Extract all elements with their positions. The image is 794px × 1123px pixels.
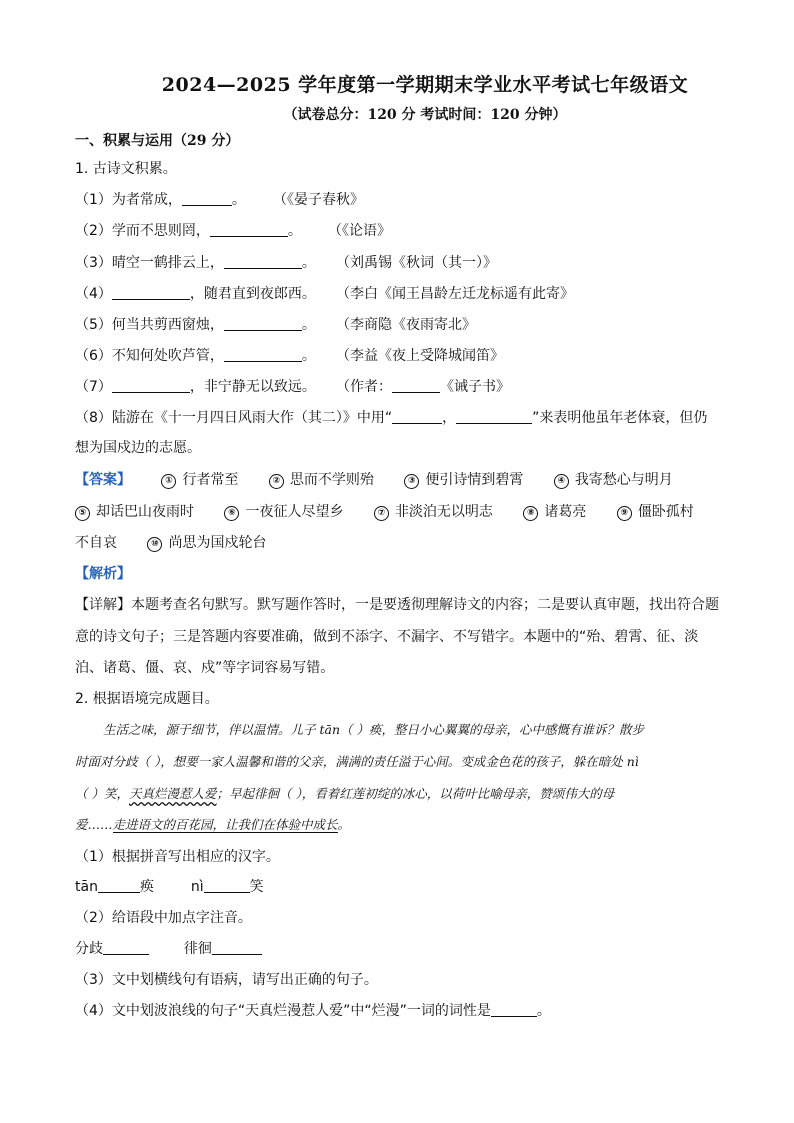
q1-item-1: （1）为者常成， 。 bbox=[75, 192, 246, 208]
answer-blank[interactable] bbox=[392, 409, 442, 424]
answer-row-1 bbox=[75, 470, 673, 490]
q1-item-6: （6）不知何处吹芦管， 。 bbox=[75, 348, 316, 364]
q1-item-3-source: （刘禹锡《秋词（其一）》 bbox=[336, 255, 497, 271]
answer-blank[interactable] bbox=[98, 878, 140, 893]
q1-item-8: （8）陆游在《十一月四日风雨大作（其二）》中用“ ， ”来表明他虽年老体衰，但仍 bbox=[75, 410, 708, 426]
page-title bbox=[0, 70, 794, 97]
answer-item: ⑤ 却话巴山夜雨时 bbox=[75, 504, 194, 520]
passage-line-2: 时面对分歧（ ），想要一家人温馨和谐的父亲，满满的责任溢于心间。变成金色花的孩子，躲在暗处 nì bbox=[75, 754, 639, 769]
answer-blank[interactable] bbox=[204, 878, 250, 893]
answer-item: ⑦ 非淡泊无以明志 bbox=[374, 504, 493, 520]
answer-blank[interactable] bbox=[224, 347, 302, 362]
answer-item: ⑧ 诸葛亮 bbox=[523, 504, 586, 520]
passage-line-1: 生活之味，源于细节，伴以温情。儿子 tān（ ）痪，整日小心翼翼的母亲，心中感慨有谁诉？散步 bbox=[103, 722, 644, 737]
detail-line-3: 泊、诸葛、僵、哀、戍”等字词容易写错。 bbox=[75, 660, 335, 676]
q1-item-8-cont: 想为国戍边的志愿。 bbox=[75, 440, 201, 456]
q2-sub-4: （4）文中划波浪线的句子“天真烂漫惹人爱”中“烂漫”一词的词性是 。 bbox=[75, 1003, 551, 1019]
answer-row-3 bbox=[75, 533, 266, 553]
underlined-sentence: 走进语文的百花园，让我们在体验中成长 bbox=[112, 817, 338, 832]
q2-sub-3: （3）文中划横线句有语病，请写出正确的句子。 bbox=[75, 972, 378, 988]
wavy-underlined-sentence: 天真烂漫惹人爱 bbox=[128, 786, 217, 801]
q1-item-7-source: （作者： 《诫子书》 bbox=[336, 379, 510, 395]
answer-item: ⑨ 僵卧孤村 bbox=[617, 504, 694, 520]
answer-blank[interactable] bbox=[392, 378, 440, 393]
subtitle-text: （试卷总分：120 分 考试时间：120 分钟） bbox=[283, 107, 567, 123]
detail-line-1: 【详解】本题考查名句默写。默写题作答时，一是要透彻理解诗文的内容；二是要认真审题，找出符合题 bbox=[75, 597, 719, 613]
q1-item-6-source: （李益《夜上受降城闻笛》 bbox=[336, 348, 504, 364]
answer-row-2 bbox=[75, 502, 694, 522]
answer-label: 【答案】 bbox=[75, 472, 131, 488]
answer-item: ⑩ 尚思为国戍轮台 bbox=[147, 535, 266, 551]
question-2-stem: 2. 根据语境完成题目。 bbox=[75, 691, 219, 707]
analysis-label: 【解析】 bbox=[75, 566, 131, 582]
q2-sub-1: （1）根据拼音写出相应的汉字。 bbox=[75, 849, 280, 865]
q1-item-5: （5）何当共剪西窗烛， 。 bbox=[75, 317, 316, 333]
q2-sub-2: （2）给语段中加点字注音。 bbox=[75, 910, 252, 926]
answer-item: ① 行者常至 bbox=[161, 472, 238, 488]
answer-blank[interactable] bbox=[112, 378, 190, 393]
answer-blank[interactable] bbox=[182, 191, 232, 206]
q1-item-7: （7） ，非宁静无以致远。 bbox=[75, 379, 316, 395]
page-subtitle bbox=[0, 104, 794, 124]
title-text: 2024—2025 学年度第一学期期末学业水平考试七年级语文 bbox=[161, 74, 689, 96]
q1-item-3: （3）晴空一鹤排云上， 。 bbox=[75, 255, 316, 271]
answer-blank[interactable] bbox=[112, 285, 190, 300]
q2-pinyin-answers: tān 痪 nì 笑 bbox=[75, 879, 264, 895]
answer-blank[interactable] bbox=[456, 409, 532, 424]
question-1-stem: 1. 古诗文积累。 bbox=[75, 161, 177, 177]
detail-line-2: 意的诗文句子；三是答题内容要准确，做到不添字、不漏字、不写错字。本题中的“殆、碧霄、征、淡 bbox=[75, 629, 699, 645]
passage-line-3: （ ）笑，天真烂漫惹人爱；早起徘徊（ ），看着红莲初绽的冰心，以荷叶比喻母亲，赞颂伟大的母 bbox=[75, 786, 615, 801]
answer-item: ③ 便引诗情到碧霄 bbox=[404, 472, 523, 488]
answer-item: ② 思而不学则殆 bbox=[269, 472, 374, 488]
answer-blank[interactable] bbox=[491, 1002, 537, 1017]
passage-line-4: 爱……走进语文的百花园，让我们在体验中成长。 bbox=[75, 817, 351, 832]
answer-item: ④ 我寄愁心与明月 bbox=[554, 472, 673, 488]
answer-blank[interactable] bbox=[103, 940, 149, 955]
answer-blank[interactable] bbox=[224, 254, 302, 269]
q1-item-1-source: （《晏子春秋》 bbox=[273, 192, 364, 208]
answer-item-tail: 不自哀 bbox=[75, 535, 117, 551]
answer-blank[interactable] bbox=[224, 316, 302, 331]
section-heading: 一、积累与运用（29 分） bbox=[75, 133, 240, 149]
q1-item-2-source: （《论语》 bbox=[328, 223, 391, 239]
answer-item: ⑥ 一夜征人尽望乡 bbox=[224, 504, 343, 520]
q1-item-4-source: （李白《闻王昌龄左迁龙标遥有此寄》 bbox=[336, 286, 574, 302]
q1-item-5-source: （李商隐《夜雨寄北》 bbox=[336, 317, 476, 333]
q2-phonetic-answers: 分歧 徘徊 bbox=[75, 939, 262, 959]
q1-item-4: （4） ，随君直到夜郎西。 bbox=[75, 286, 316, 302]
answer-blank[interactable] bbox=[212, 940, 262, 955]
q1-item-2: （2）学而不思则罔， 。 bbox=[75, 223, 302, 239]
answer-blank[interactable] bbox=[210, 222, 288, 237]
